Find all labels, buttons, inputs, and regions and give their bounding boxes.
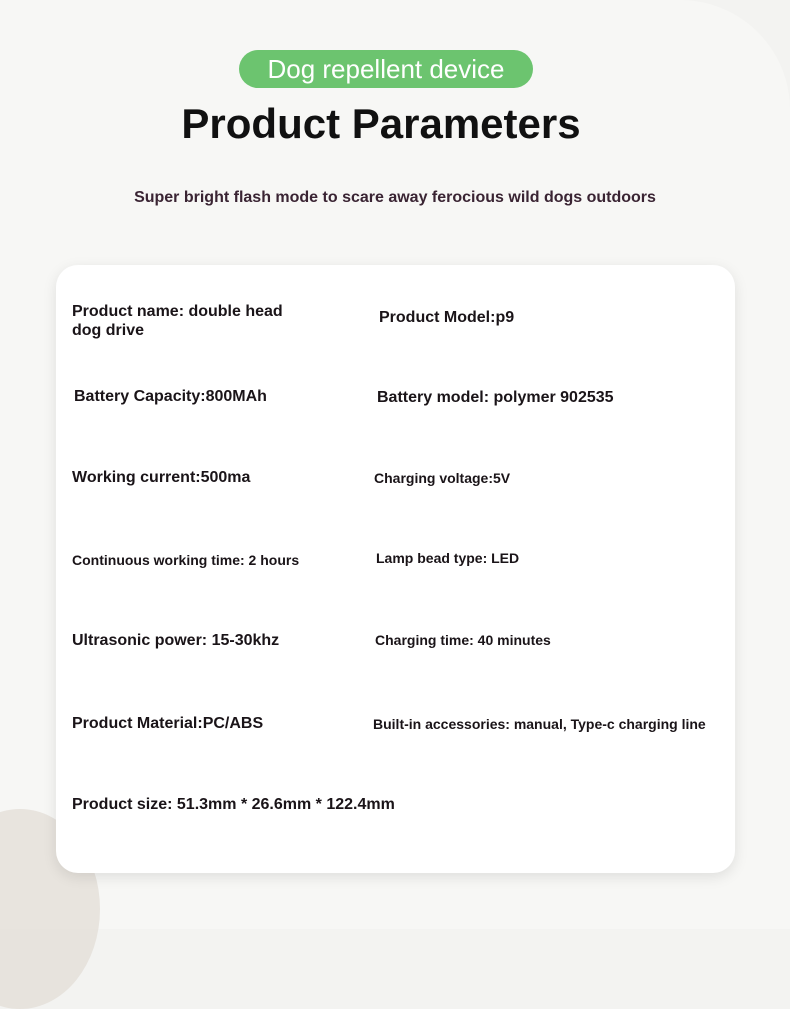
param-ultrasonic-power: Ultrasonic power: 15-30khz — [72, 632, 280, 649]
parameters-card — [56, 265, 735, 873]
param-lamp-bead: Lamp bead type: LED — [376, 550, 520, 566]
param-charging-voltage: Charging voltage:5V — [374, 470, 511, 486]
param-product-name — [72, 302, 283, 340]
param-working-time: Continuous working time: 2 hours — [72, 552, 300, 568]
param-size: Product size: 51.3mm * 26.6mm * 122.4mm — [72, 796, 395, 813]
param-accessories: Built-in accessories: manual, Type-c charging line — [373, 716, 706, 732]
category-badge: Dog repellent device — [239, 50, 533, 88]
param-material: Product Material:PC/ABS — [72, 715, 264, 732]
param-battery-model: Battery model: polymer 902535 — [377, 389, 614, 406]
page-subtitle: Super bright flash mode to scare away ferocious wild dogs outdoors — [134, 189, 656, 206]
param-battery-capacity: Battery Capacity:800MAh — [74, 388, 267, 405]
param-product-model: Product Model:p9 — [379, 309, 515, 326]
param-product-name-line1: Product name: double head — [72, 303, 283, 320]
param-working-current: Working current:500ma — [72, 469, 251, 486]
param-product-name-line2: dog drive — [72, 322, 145, 339]
param-charging-time: Charging time: 40 minutes — [375, 632, 551, 648]
page-title: Product Parameters — [181, 100, 581, 147]
